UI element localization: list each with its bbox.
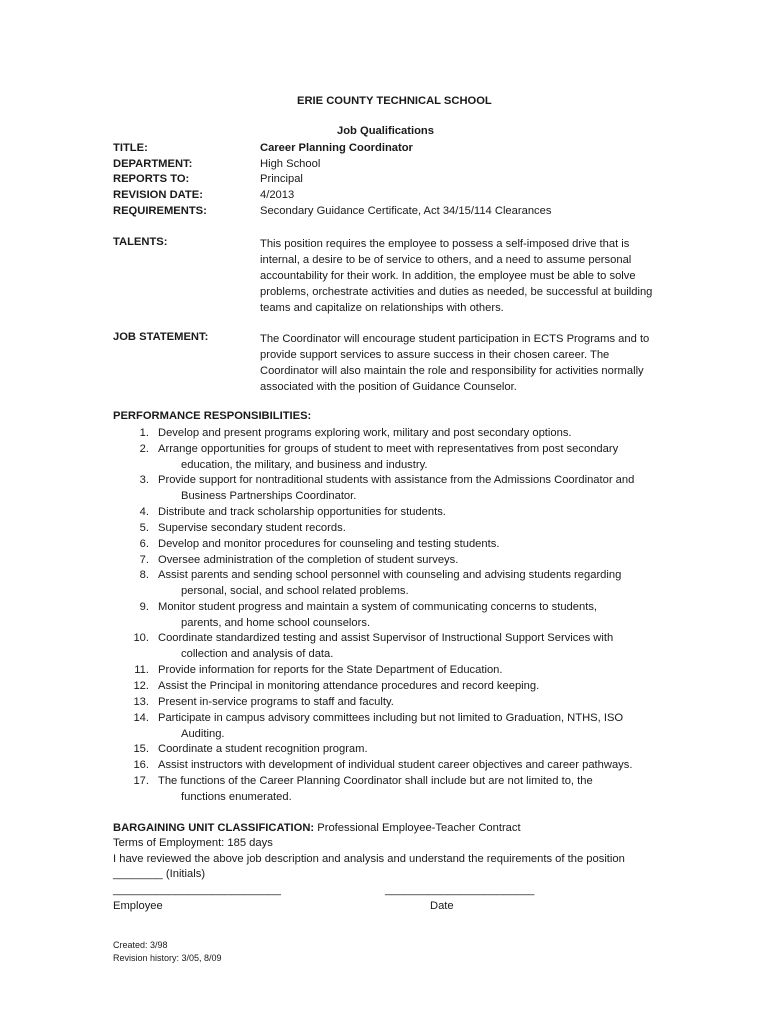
reports-to-label: REPORTS TO: [113, 173, 190, 185]
item-text: Develop and monitor procedures for counseling and testing students. [158, 538, 500, 550]
item-text: The functions of the Career Planning Coordinator shall include but are not limited to, the [158, 775, 593, 787]
item-number: 1. [139, 427, 149, 439]
item-number: 12. [133, 680, 149, 692]
item-text: Provide information for reports for the State Department of Education. [158, 664, 503, 676]
responsibilities-heading: PERFORMANCE RESPONSIBILITIES: [113, 410, 312, 422]
job-statement-label: JOB STATEMENT: [113, 331, 209, 343]
job-statement-text: The Coordinator will encourage student participation in ECTS Programs and to provide support services to assure success in their chosen career. The Coordinator will also maintain the role and responsibility for activities normally associated with the position of Guidance Counselor. [260, 333, 650, 393]
requirements-label: REQUIREMENTS: [113, 205, 207, 217]
item-text: Coordinate a student recognition program. [158, 743, 368, 755]
item-number: 10. [133, 632, 149, 644]
item-text: Arrange opportunities for groups of student to meet with representatives from post secondary [158, 443, 619, 455]
item-text: Oversee administration of the completion of student surveys. [158, 554, 459, 566]
talents-text: This position requires the employee to possess a self-imposed drive that is internal, a desire to be of service to others, and a need to assume personal accountability for their work. In addition, the employee must be able to solve problems, orchestrate activities and duties as needed, be successful at building teams and capitalize on relationships with others. [260, 238, 653, 314]
bargaining-label: BARGAINING UNIT CLASSIFICATION: [113, 822, 315, 834]
item-number: 17. [133, 775, 149, 787]
talents-label: TALENTS: [113, 236, 168, 248]
item-continuation: functions enumerated. [181, 790, 292, 803]
item-number: 6. [139, 538, 149, 550]
revision-history-note: Revision history: 3/05, 8/09 [113, 953, 222, 963]
item-text: Present in-service programs to staff and faculty. [158, 696, 394, 708]
review-statement: I have reviewed the above job description and analysis and understand the requirements of the position [113, 853, 625, 865]
title-value: Career Planning Coordinator [260, 142, 413, 154]
item-number: 4. [139, 506, 149, 518]
item-continuation: Auditing. [181, 727, 225, 740]
initials-field[interactable]: ________ (Initials) [113, 868, 206, 880]
item-continuation: education, the military, and business and industry. [181, 458, 428, 471]
item-number: 14. [133, 712, 149, 724]
revision-date-label: REVISION DATE: [113, 189, 203, 201]
bargaining-classification [113, 822, 521, 834]
item-number: 9. [139, 601, 149, 613]
employee-label: Employee [113, 900, 163, 912]
item-continuation: parents, and home school counselors. [181, 616, 371, 629]
school-name: ERIE COUNTY TECHNICAL SCHOOL [297, 95, 492, 107]
item-number: 7. [139, 554, 149, 566]
item-number: 3. [139, 474, 149, 486]
department-label: DEPARTMENT: [113, 158, 193, 170]
item-continuation: collection and analysis of data. [181, 647, 334, 660]
employee-signature-line[interactable]: ___________________________ [113, 884, 281, 896]
date-label: Date [430, 900, 454, 912]
document-subtitle: Job Qualifications [337, 125, 434, 137]
department-value: High School [260, 158, 321, 170]
item-text: Assist instructors with development of individual student career objectives and career pathways. [158, 759, 633, 771]
item-continuation: personal, social, and school related problems. [181, 584, 409, 597]
item-text: Supervise secondary student records. [158, 522, 346, 534]
revision-date-value: 4/2013 [260, 189, 295, 201]
item-text: Monitor student progress and maintain a system of communicating concerns to students, [158, 601, 598, 613]
item-number: 16. [133, 759, 149, 771]
item-text: Participate in campus advisory committees including but not limited to Graduation, NTHS, ISO [158, 712, 624, 724]
date-signature-line[interactable]: ________________________ [385, 884, 535, 896]
item-text: Coordinate standardized testing and assist Supervisor of Instructional Support Services with [158, 632, 614, 644]
item-text: Provide support for nontraditional students with assistance from the Admissions Coordinator and [158, 474, 635, 486]
item-number: 5. [139, 522, 149, 534]
created-note: Created: 3/98 [113, 940, 168, 950]
item-number: 8. [139, 569, 149, 581]
item-continuation: Business Partnerships Coordinator. [181, 489, 357, 502]
item-text: Assist the Principal in monitoring attendance procedures and record keeping. [158, 680, 540, 692]
title-label: TITLE: [113, 142, 148, 154]
bargaining-value: Professional Employee-Teacher Contract [317, 822, 521, 834]
item-text: Distribute and track scholarship opportunities for students. [158, 506, 446, 518]
item-number: 2. [139, 443, 149, 455]
reports-to-value: Principal [260, 173, 303, 185]
item-number: 13. [133, 696, 149, 708]
item-number: 15. [133, 743, 149, 755]
item-number: 11. [134, 664, 149, 676]
item-text: Assist parents and sending school personnel with counseling and advising students regarding [158, 569, 622, 581]
terms-of-employment: Terms of Employment: 185 days [113, 837, 273, 849]
item-text: Develop and present programs exploring work, military and post secondary options. [158, 427, 572, 439]
requirements-value: Secondary Guidance Certificate, Act 34/15/114 Clearances [260, 205, 552, 217]
